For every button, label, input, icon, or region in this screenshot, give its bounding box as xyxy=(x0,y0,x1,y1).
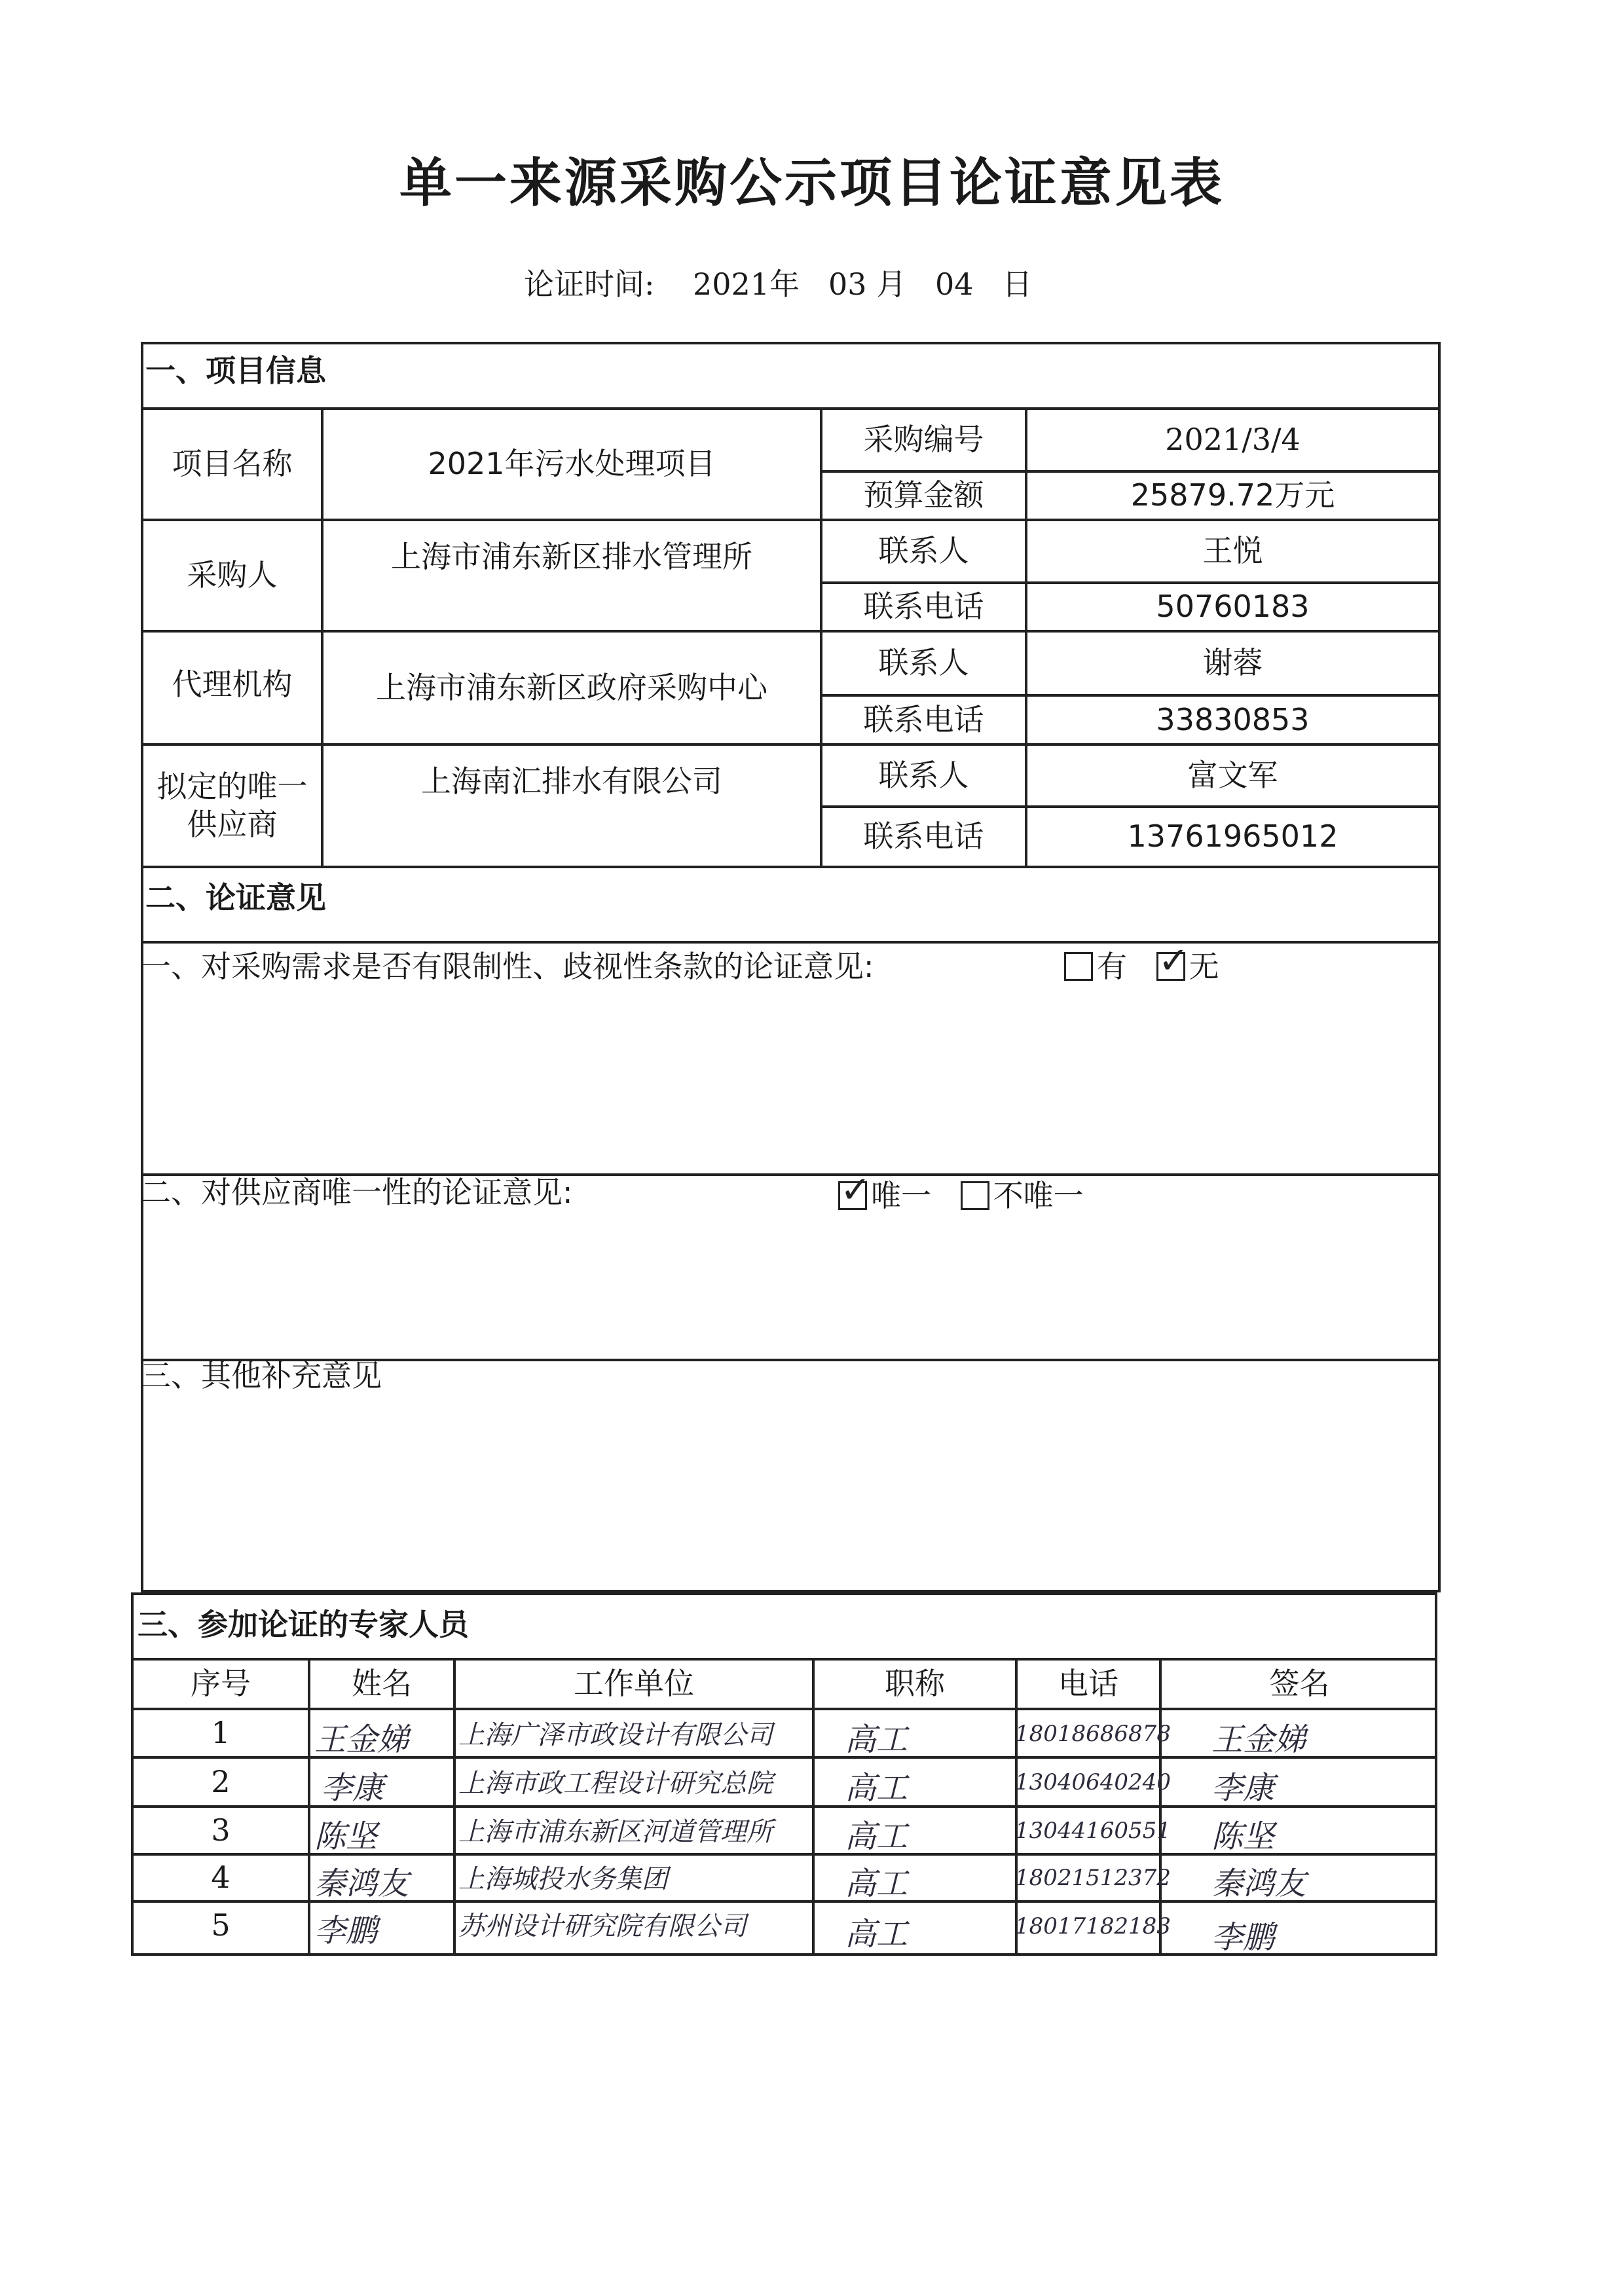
q2-options xyxy=(838,1172,1084,1215)
expert-row-5-sign: 李鹏 xyxy=(1211,1919,1275,1956)
col-header-unit: 工作单位 xyxy=(574,1666,694,1702)
expert-row-1-phone: 18018686878 xyxy=(1015,1721,1171,1747)
agency-phone-label: 联系电话 xyxy=(863,701,984,737)
expert-row-5-name: 李鹏 xyxy=(314,1913,378,1949)
expert-row-5-phone: 18017182183 xyxy=(1015,1913,1171,1939)
purchaser-value: 上海市浦东新区排水管理所 xyxy=(391,539,752,575)
agency-phone-value: 33830853 xyxy=(1156,701,1310,737)
expert-row-1-title: 高工 xyxy=(845,1721,908,1758)
expert-row-3-sign: 陈坚 xyxy=(1211,1818,1275,1855)
expert-row-4-name: 秦鸿友 xyxy=(314,1865,409,1902)
agency-contact-label: 联系人 xyxy=(878,645,969,681)
expert-row-2-no: 2 xyxy=(211,1763,231,1799)
expert-row-1-name: 王金娣 xyxy=(314,1721,409,1758)
budget-label: 预算金额 xyxy=(863,477,984,513)
col-header-title: 职称 xyxy=(885,1666,945,1702)
supplier-contact-label: 联系人 xyxy=(878,757,969,793)
col-header-phone: 电话 xyxy=(1058,1666,1118,1702)
expert-row-3-phone: 13044160551 xyxy=(1015,1818,1171,1844)
q1-option-yes: 有 xyxy=(1097,949,1127,984)
procurement-no-label: 采购编号 xyxy=(863,422,984,458)
expert-row-5-unit: 苏州设计研究院有限公司 xyxy=(458,1911,747,1941)
opinion-q1: 一、对采购需求是否有限制性、歧视性条款的论证意见: xyxy=(141,949,874,984)
purchaser-contact-label: 联系人 xyxy=(878,533,969,569)
expert-row-4-title: 高工 xyxy=(845,1865,908,1902)
section3-heading: 三、参加论证的专家人员 xyxy=(138,1607,469,1642)
agency-contact-value: 谢蓉 xyxy=(1202,645,1263,681)
q2-checkbox-not-unique[interactable] xyxy=(961,1181,989,1210)
expert-row-2-name: 李康 xyxy=(321,1770,384,1807)
expert-row-3-unit: 上海市浦东新区河道管理所 xyxy=(458,1817,773,1847)
date-year: 2021年 xyxy=(693,266,800,302)
review-date xyxy=(524,261,1032,304)
expert-row-5-no: 5 xyxy=(211,1907,231,1943)
supplier-contact-value: 富文军 xyxy=(1187,757,1278,793)
col-header-sign: 签名 xyxy=(1269,1666,1330,1702)
col-header-name: 姓名 xyxy=(352,1666,412,1702)
expert-row-4-phone: 18021512372 xyxy=(1015,1865,1171,1891)
project-name-value: 2021年污水处理项目 xyxy=(428,446,716,482)
agency-label: 代理机构 xyxy=(172,667,293,703)
expert-row-5-title: 高工 xyxy=(845,1916,908,1953)
project-name-label: 项目名称 xyxy=(172,446,293,482)
supplier-label: 拟定的唯一供应商 xyxy=(157,769,308,842)
expert-row-4-sign: 秦鸿友 xyxy=(1211,1865,1306,1902)
q2-checkbox-unique[interactable] xyxy=(838,1181,867,1210)
opinion-q2: 二、对供应商唯一性的论证意见: xyxy=(141,1175,573,1210)
supplier-phone-label: 联系电话 xyxy=(863,818,984,854)
opinion-q3: 三、其他补充意见 xyxy=(141,1358,382,1393)
section1-heading: 一、项目信息 xyxy=(145,353,326,388)
expert-row-3-title: 高工 xyxy=(845,1818,908,1855)
q2-option-unique: 唯一 xyxy=(871,1178,931,1213)
date-day: 04 xyxy=(935,266,974,302)
q1-checkbox-yes[interactable] xyxy=(1064,952,1093,981)
purchaser-phone-value: 50760183 xyxy=(1156,589,1310,625)
expert-row-4-unit: 上海城投水务集团 xyxy=(458,1864,668,1894)
date-month-unit: 月 xyxy=(876,266,907,302)
expert-row-1-sign: 王金娣 xyxy=(1211,1721,1306,1758)
expert-row-3-no: 3 xyxy=(211,1812,231,1848)
expert-row-4-no: 4 xyxy=(211,1860,231,1896)
supplier-phone-value: 13761965012 xyxy=(1127,818,1338,854)
supplier-value: 上海南汇排水有限公司 xyxy=(421,763,722,799)
expert-row-1-no: 1 xyxy=(211,1715,231,1751)
q1-options xyxy=(1064,943,1219,986)
col-header-no: 序号 xyxy=(191,1666,251,1702)
budget-value: 25879.72万元 xyxy=(1130,477,1335,513)
expert-row-3-name: 陈坚 xyxy=(314,1818,378,1855)
date-month: 03 xyxy=(828,266,867,302)
date-day-unit: 日 xyxy=(1002,266,1033,302)
procurement-no-value: 2021/3/4 xyxy=(1165,422,1301,458)
purchaser-phone-label: 联系电话 xyxy=(863,589,984,625)
purchaser-contact-value: 王悦 xyxy=(1202,533,1263,569)
date-label: 论证时间: xyxy=(524,266,655,302)
section2-heading: 二、论证意见 xyxy=(145,880,326,915)
expert-row-2-unit: 上海市政工程设计研究总院 xyxy=(458,1769,773,1799)
q2-option-not-unique: 不唯一 xyxy=(993,1178,1084,1213)
expert-row-1-unit: 上海广泽市政设计有限公司 xyxy=(458,1720,773,1750)
agency-value: 上海市浦东新区政府采购中心 xyxy=(376,669,767,705)
expert-row-2-title: 高工 xyxy=(845,1770,908,1807)
q1-checkbox-no[interactable] xyxy=(1156,952,1185,981)
page-title: 单一来源采购公示项目论证意见表 xyxy=(399,153,1225,213)
expert-row-2-phone: 13040640240 xyxy=(1015,1769,1171,1795)
purchaser-label: 采购人 xyxy=(187,557,278,593)
q1-option-no: 无 xyxy=(1189,949,1219,984)
expert-row-2-sign: 李康 xyxy=(1211,1770,1275,1807)
